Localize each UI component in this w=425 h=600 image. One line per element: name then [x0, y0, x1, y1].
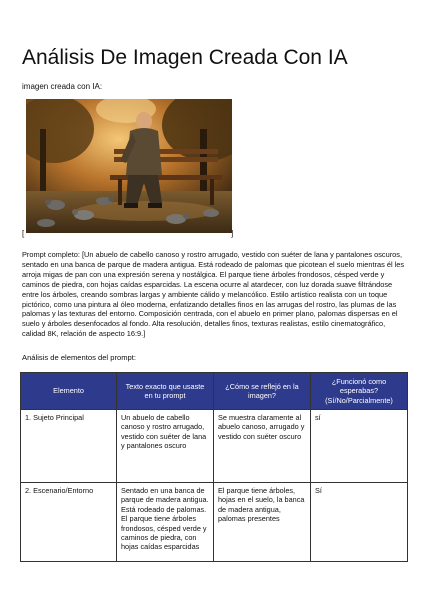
header-funciono: ¿Funcionó como esperabas? (Sí/No/Parcialmente)	[311, 373, 408, 410]
generated-image	[26, 99, 232, 233]
cell-texto: Un abuelo de cabello canoso y rostro arrugado, vestido con suéter de lana y pantalones oscuro	[117, 410, 214, 483]
cell-funciono: sí	[311, 410, 408, 483]
cell-reflejo: Se muestra claramente al abuelo canoso, arrugado y vestido con suéter oscuro	[214, 410, 311, 483]
table-row	[21, 483, 408, 562]
cell-elemento: 2. Escenario/Entorno	[21, 483, 117, 562]
image-caption: imagen creada con IA:	[22, 82, 103, 91]
cell-elemento: 1. Sujeto Principal	[21, 410, 117, 483]
bracket-open: [	[22, 229, 25, 238]
prompt-paragraph: Prompt completo: [Un abuelo de cabello canoso y rostro arrugado, vestido con suéter de lana y pantalones oscuros, sentado en una banca de parque de madera antigua. Está rodeado de palomas que picotean el suelo mientras él les arroja migas de pan con una expresión serena y nostálgica. El parque tiene árboles frondosos, césped verde y caminos de piedra, con hojas caídas esparcidas. La escena ocurre al atardecer, con luz dorada suave filtrándose entre los árboles, creando sombras largas y ambiente cálido y melancólico. Estilo artístico realista con un toque pictórico, como una pintura al óleo moderna, enfatizando detalles finos en las arrugas del rostro, las plumas de las palomas y las texturas del entorno. Composición centrada, con el abuelo en primer plano, palomas dispersas en el suelo y árboles desenfocados al fondo. Alta resolución, detalles finos, texturas realistas, estilo cinematográfico, calidad 8K, relación de aspecto 16:9.]	[22, 250, 405, 339]
header-texto-prompt: Texto exacto que usaste en tu prompt	[117, 373, 214, 410]
cell-funciono: Sí	[311, 483, 408, 562]
header-reflejo-imagen: ¿Cómo se reflejó en la imagen?	[214, 373, 311, 410]
header-elemento: Elemento	[21, 373, 117, 410]
table-header-row	[21, 373, 408, 410]
cell-reflejo: El parque tiene árboles, hojas en el suelo, la banca de madera antigua, palomas presentes	[214, 483, 311, 562]
analysis-table	[20, 372, 408, 562]
bracket-close: ]	[231, 229, 234, 238]
page-title: Análisis De Imagen Creada Con IA	[22, 46, 348, 69]
analysis-heading: Análisis de elementos del prompt:	[22, 353, 136, 362]
table-row	[21, 410, 408, 483]
cell-texto: Sentado en una banca de parque de madera antigua. Está rodeado de palomas. El parque tiene árboles frondosos, césped verde y caminos de piedra, con hojas caídas esparcidas	[117, 483, 214, 562]
